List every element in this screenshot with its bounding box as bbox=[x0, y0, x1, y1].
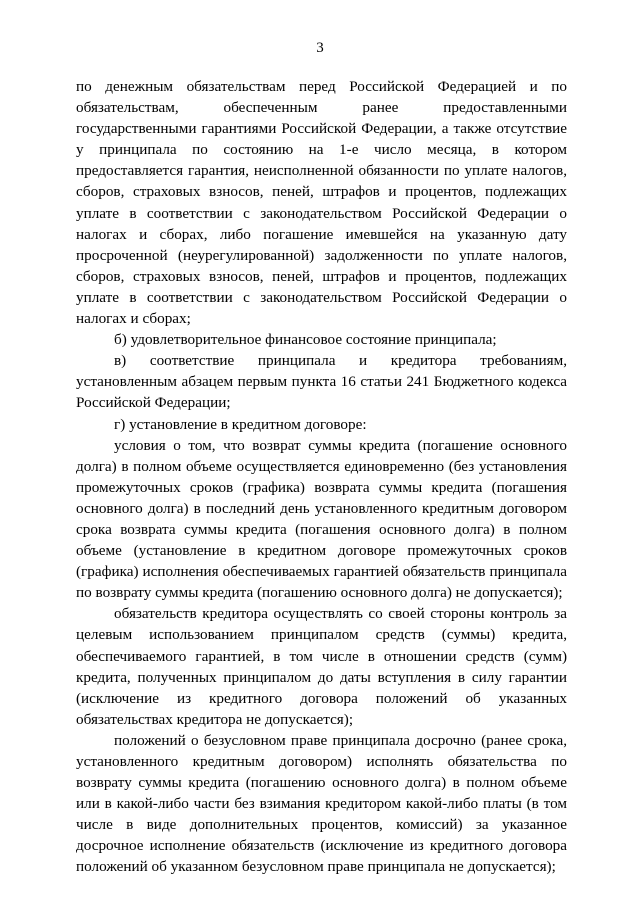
paragraph-b: б) удовлетворительное финансовое состояние принципала; bbox=[114, 331, 497, 349]
document-body bbox=[76, 76, 567, 878]
paragraph-g: г) установление в кредитном договоре: bbox=[114, 415, 367, 433]
paragraph-continuation: по денежным обязательствам перед Российской Федерацией и по обязательствам, обеспеченным ранее предоставленными государственными гарантиями Российской Федерации, а также отсутствие у принципала по состоянию на 1-е число месяца, в котором предоставляется гарантия, неисполненной обязанности по уплате налогов, сборов, страховых взносов, пеней, штрафов и процентов, подлежащих уплате в соответствии с законодательством Российской Федерации о налогах и сборах, либо погашение имевшейся на указанную дату просроченной (неурегулированной) задолженности по уплате налогов, сборов, страховых взносов, пеней, штрафов и процентов, подлежащих уплате в соответствии с законодательством Российской Федерации о налогах и сборах; bbox=[76, 78, 567, 328]
paragraph-creditor-obligations: обязательств кредитора осуществлять со своей стороны контроль за целевым использованием принципалом средств (суммы) кредита, обеспечиваемого гарантией, в том числе в отношении средств (сумм) кредита, полученных принципалом до даты вступления в силу гарантии (исключение из кредитного договора положений об указанных обязательствах кредитора не допускается); bbox=[76, 605, 567, 728]
paragraph-repayment-condition: условия о том, что возврат суммы кредита (погашение основного долга) в полном объеме осуществляется единовременно (без установления промежуточных сроков (графика) возврата суммы кредита (погашения основного долга) в последний день установленного кредитным договором срока возврата суммы кредита (погашения основного долга) в полном объеме (установление в кредитном договоре промежуточных сроков (графика) исполнения обеспечиваемых гарантией обязательств принципала по возврату суммы кредита (погашению основного долга) не допускается); bbox=[76, 436, 567, 602]
paragraph-v: в) соответствие принципала и кредитора требованиям, установленным абзацем первым пункта 16 статьи 241 Бюджетного кодекса Российской Федерации; bbox=[76, 352, 567, 412]
paragraph-early-repayment: положений о безусловном праве принципала досрочно (ранее срока, установленного кредитным договором) исполнять обязательства по возврату суммы кредита (погашению основного долга) в полном объеме или в какой-либо части без взимания кредитором какой-либо платы (в том числе в виде дополнительных процентов, комиссий) за указанное досрочное исполнение обязательств (исключение из кредитного договора положений об указанном безусловном праве принципала не допускается); bbox=[76, 731, 567, 876]
page-number: 3 bbox=[316, 40, 324, 56]
